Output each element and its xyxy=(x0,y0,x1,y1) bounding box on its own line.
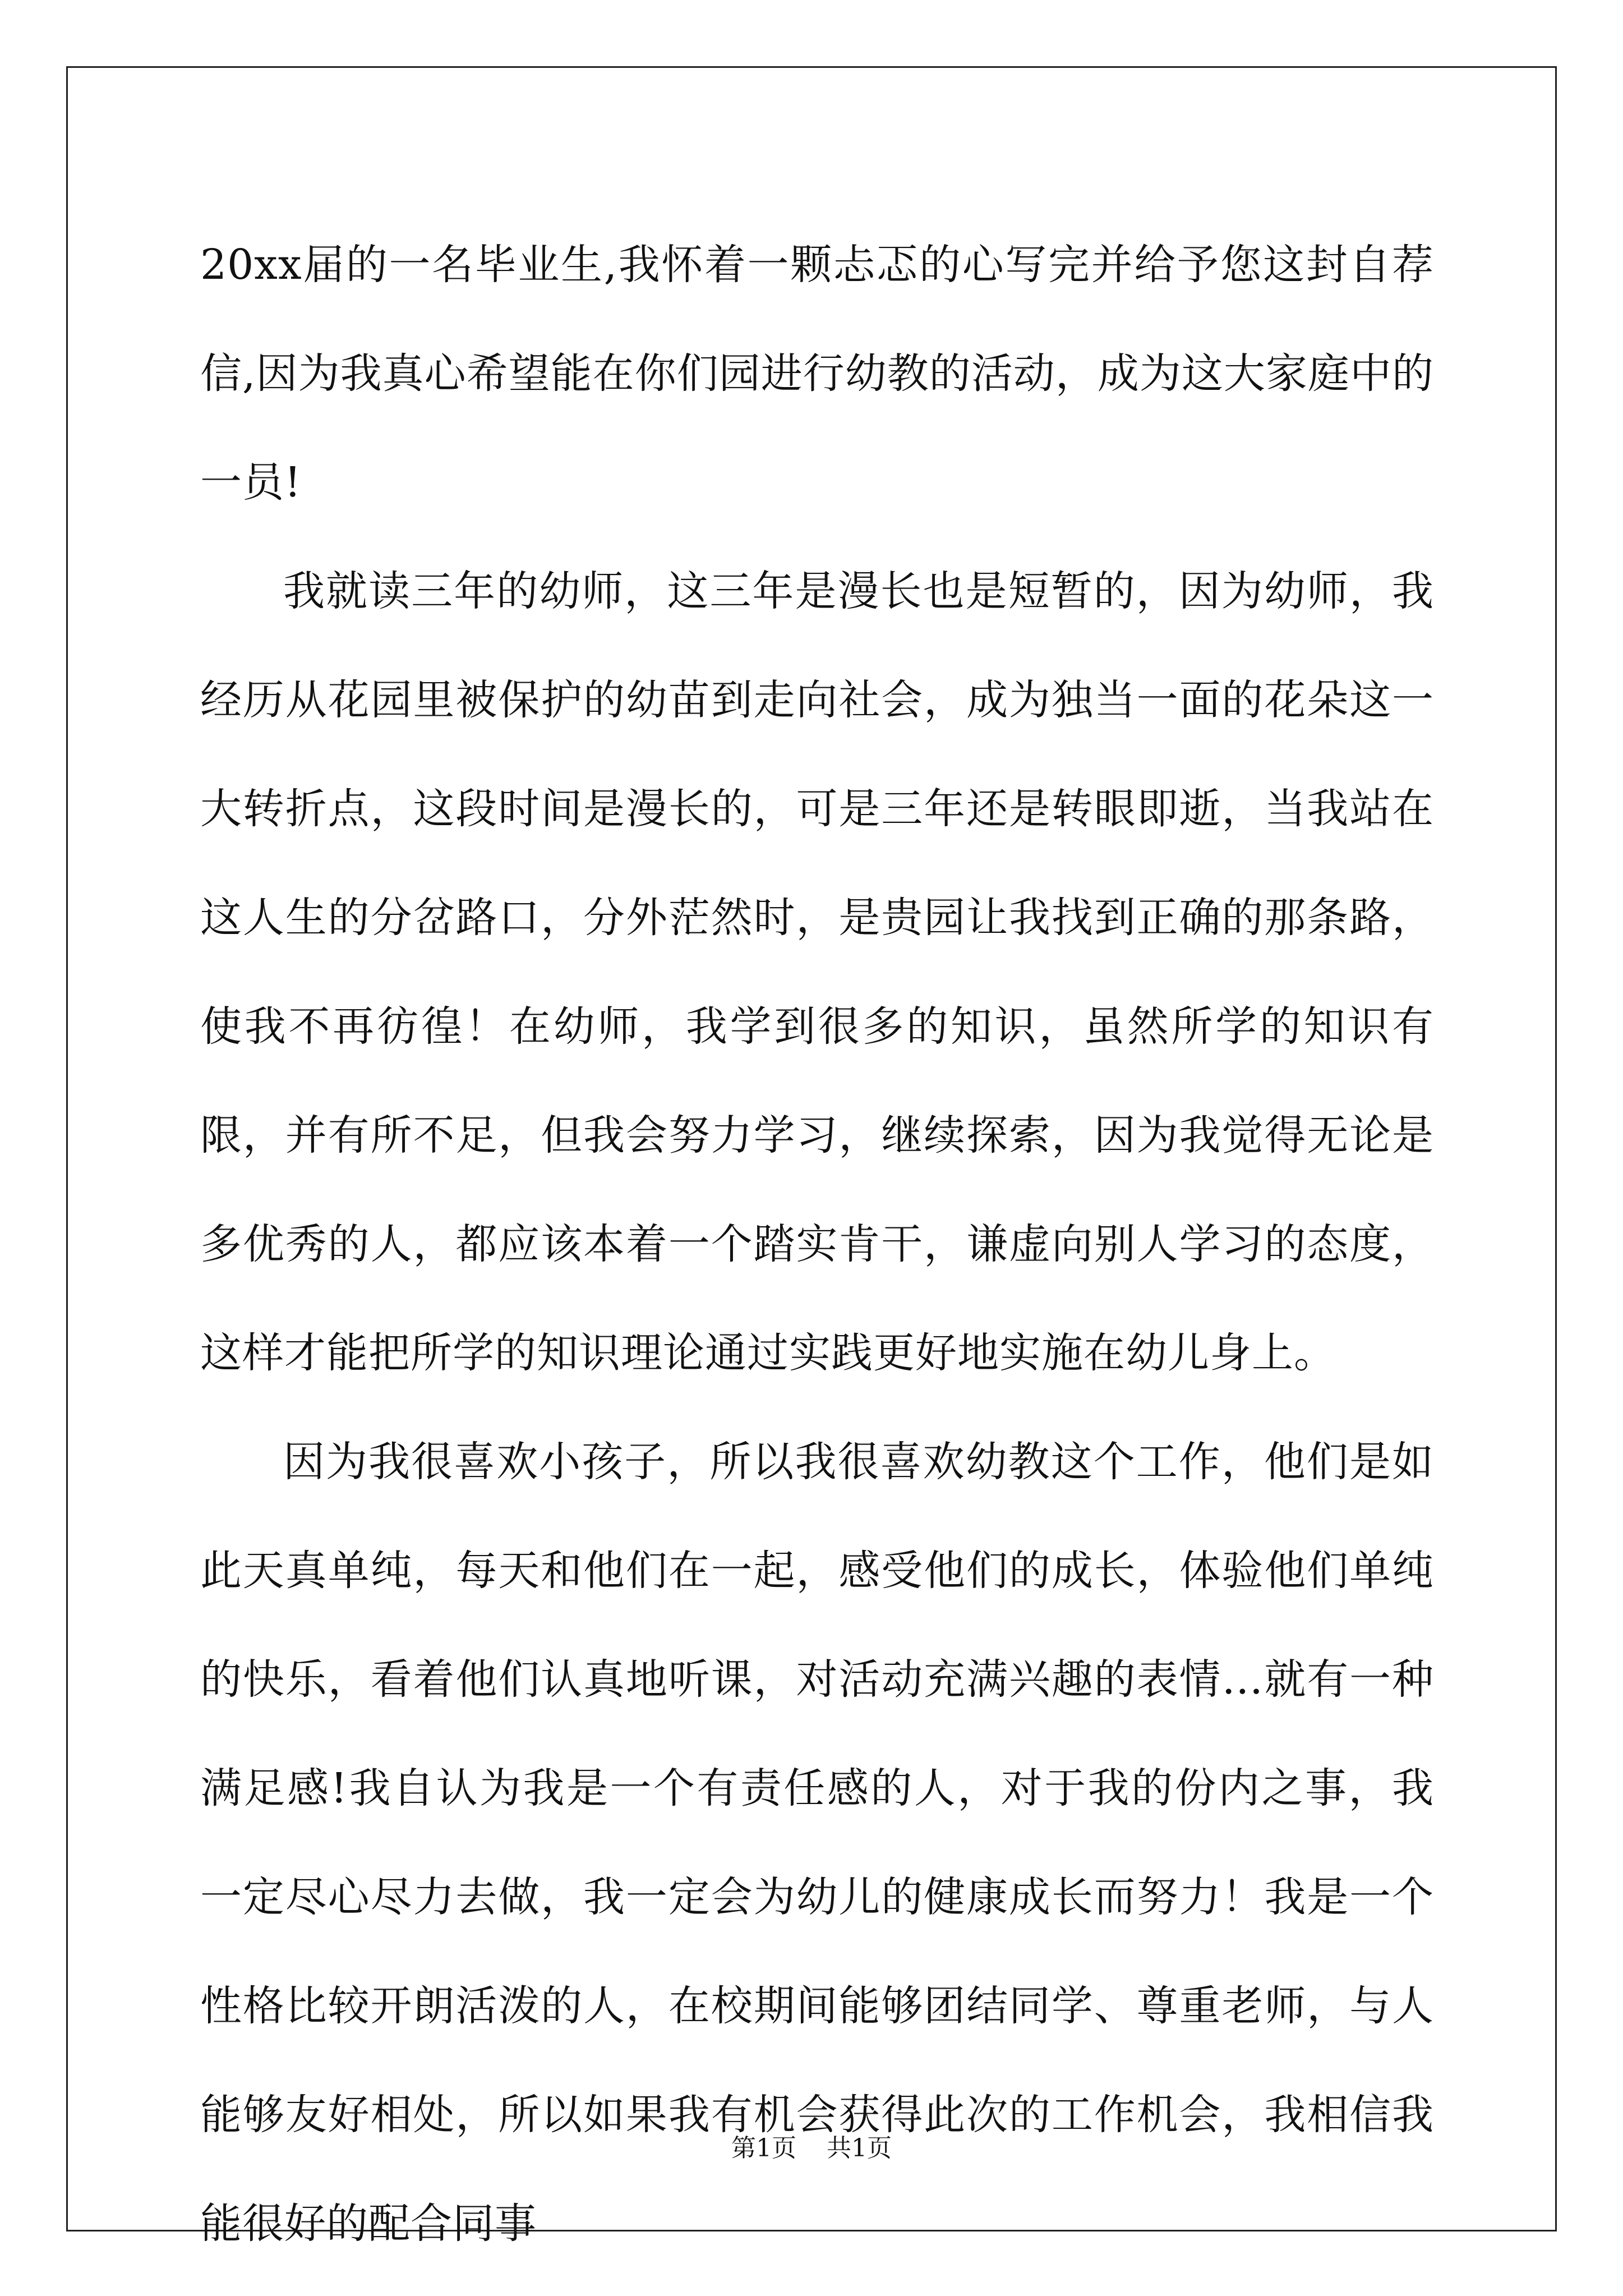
page-total: 共1页 xyxy=(827,2134,892,2162)
page-footer xyxy=(0,2132,1623,2165)
paragraph-3: 因为我很喜欢小孩子，所以我很喜欢幼教这个工作，他们是如此天真单纯，每天和他们在一起，感受他们的成长，体验他们单纯的快乐，看着他们认真地听课，对活动充满兴趣的表情…就有一种满足感!我自认为我是一个有责任感的人，对于我的份内之事，我一定尽心尽力去做，我一定会为幼儿的健康成长而努力！我是一个性格比较开朗活泼的人，在校期间能够团结同学、尊重老师，与人能够友好相处，所以如果我有机会获得此次的工作机会，我相信我能很好的配合同事 xyxy=(200,1438,1434,2248)
paragraph-2: 我就读三年的幼师，这三年是漫长也是短暂的，因为幼师，我经历从花园里被保护的幼苗到走向社会，成为独当一面的花朵这一大转折点，这段时间是漫长的，可是三年还是转眼即逝，当我站在这人生的分岔路口，分外茫然时，是贵园让我找到正确的那条路，使我不再彷徨！在幼师，我学到很多的知识，虽然所学的知识有限，并有所不足，但我会努力学习，继续探索，因为我觉得无论是多优秀的人，都应该本着一个踏实肯干，谦虚向别人学习的态度，这样才能把所学的知识理论通过实践更好地实施在幼儿身上。 xyxy=(200,567,1434,1377)
page-number: 第1页 xyxy=(731,2134,796,2162)
document-body xyxy=(200,210,1434,2278)
paragraph-1: 20xx届的一名毕业生,我怀着一颗忐忑的心写完并给予您这封自荐信,因为我真心希望能在你们园进行幼教的活动，成为这大家庭中的一员! xyxy=(200,241,1434,507)
